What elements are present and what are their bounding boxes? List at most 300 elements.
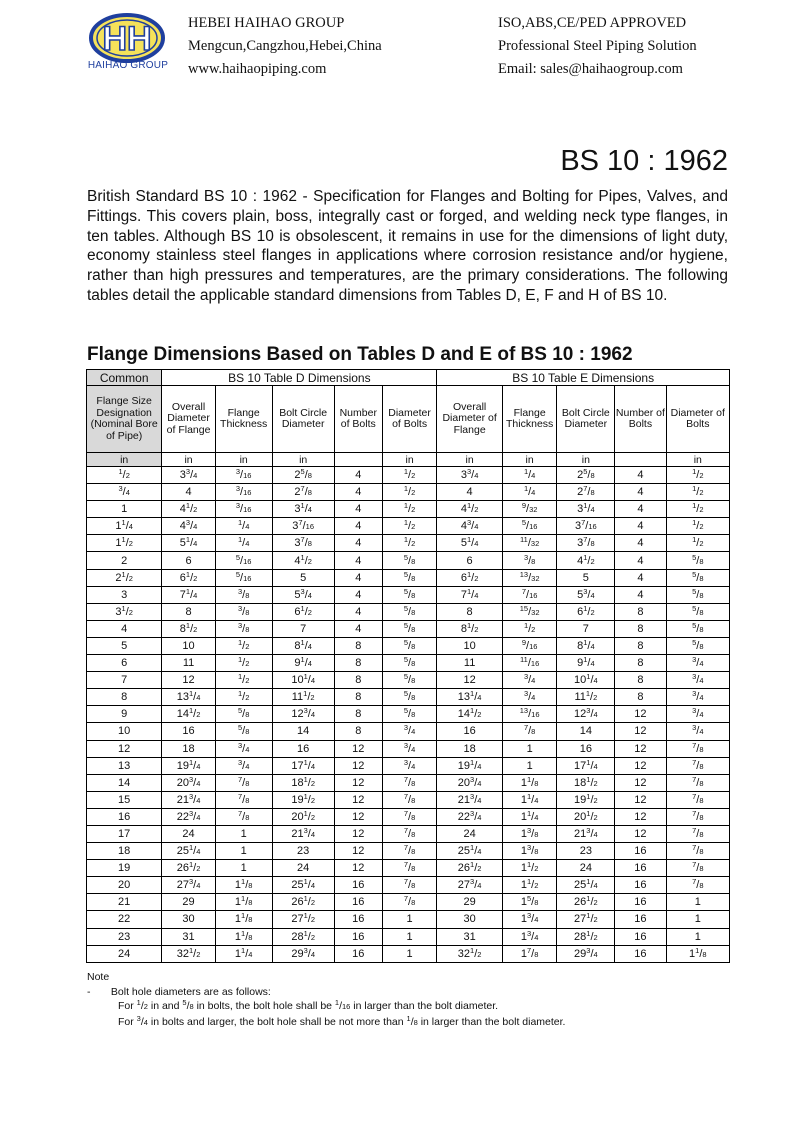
cell-size: 22 bbox=[87, 911, 162, 928]
cell-e-number: 16 bbox=[615, 894, 666, 911]
cell-e-number: 8 bbox=[615, 655, 666, 672]
table-row bbox=[87, 637, 730, 654]
cell-d-overall: $26^1/2$ bbox=[162, 860, 215, 877]
cell-e-bolt-diam: $^3$/4 bbox=[666, 655, 729, 672]
logo-letters: HH bbox=[102, 20, 152, 58]
cell-e-number: 4 bbox=[615, 569, 666, 586]
cell-e-overall: $13^1/4$ bbox=[437, 689, 502, 706]
note-bullet: - bbox=[87, 985, 91, 998]
cell-d-number: 4 bbox=[334, 620, 382, 637]
cell-e-overall: $7^1/4$ bbox=[437, 586, 502, 603]
note-line-1-text: Bolt hole diameters are as follows: bbox=[110, 985, 271, 998]
cell-size: $^3$/4 bbox=[87, 484, 162, 501]
table-row bbox=[87, 825, 730, 842]
table-row bbox=[87, 894, 730, 911]
cell-size: 9 bbox=[87, 706, 162, 723]
cell-e-bolt-circle: $10^1/4$ bbox=[557, 672, 615, 689]
cell-d-bolt-circle: 23 bbox=[272, 843, 334, 860]
cell-e-thickness: $1^3/4$ bbox=[502, 911, 557, 928]
cell-e-bolt-circle: $19^1/2$ bbox=[557, 791, 615, 808]
cell-size: 24 bbox=[87, 945, 162, 962]
cell-e-thickness: $1^1/8$ bbox=[502, 774, 557, 791]
cell-e-bolt-diam: $^5$/8 bbox=[666, 586, 729, 603]
table-title: Flange Dimensions Based on Tables D and E of BS 10 : 1962 bbox=[87, 344, 633, 365]
note-line-3: For $^3$/4 in bolts and larger, the bolt hole shall be not more than $^1$/8 in larger than the bolt diameter. bbox=[118, 1013, 566, 1028]
cell-e-thickness: $^{13}$/16 bbox=[502, 706, 557, 723]
cell-d-bolt-diam: $^3$/4 bbox=[382, 757, 437, 774]
table-row bbox=[87, 484, 730, 501]
cell-e-bolt-diam: $^7$/8 bbox=[666, 740, 729, 757]
table-row bbox=[87, 706, 730, 723]
cell-d-overall: $4^1/2$ bbox=[162, 501, 215, 518]
cell-d-bolt-circle: $29^3/4$ bbox=[272, 945, 334, 962]
cell-d-thickness: $^3$/8 bbox=[215, 603, 272, 620]
cell-e-bolt-circle: 14 bbox=[557, 723, 615, 740]
cell-d-number: 16 bbox=[334, 928, 382, 945]
cell-d-overall: 29 bbox=[162, 894, 215, 911]
table-e-header: BS 10 Table E Dimensions bbox=[437, 370, 730, 386]
cell-d-overall: $7^1/4$ bbox=[162, 586, 215, 603]
cell-e-bolt-circle: $28^1/2$ bbox=[557, 928, 615, 945]
cell-d-overall: 18 bbox=[162, 740, 215, 757]
cell-e-number: 8 bbox=[615, 620, 666, 637]
cell-e-overall: $19^1/4$ bbox=[437, 757, 502, 774]
cell-d-bolt-diam: $^5$/8 bbox=[382, 603, 437, 620]
cell-e-thickness: $1^1/4$ bbox=[502, 791, 557, 808]
cell-e-bolt-diam: $^1$/2 bbox=[666, 501, 729, 518]
cell-d-thickness: $^3$/4 bbox=[215, 757, 272, 774]
cell-e-number: 8 bbox=[615, 637, 666, 654]
cell-e-overall: $32^1/2$ bbox=[437, 945, 502, 962]
cell-size: 2 bbox=[87, 552, 162, 569]
cell-e-overall: $5^1/4$ bbox=[437, 535, 502, 552]
cell-d-bolt-diam: $^5$/8 bbox=[382, 706, 437, 723]
cell-e-overall: 10 bbox=[437, 637, 502, 654]
cell-e-number: 12 bbox=[615, 808, 666, 825]
cell-d-overall: 24 bbox=[162, 825, 215, 842]
col-d-overall: Overall Diameter of Flange bbox=[162, 386, 215, 453]
cell-e-bolt-circle: 24 bbox=[557, 860, 615, 877]
cell-d-thickness: $^5$/16 bbox=[215, 552, 272, 569]
table-row bbox=[87, 586, 730, 603]
cell-size: $3^1/2$ bbox=[87, 603, 162, 620]
cell-d-number: 12 bbox=[334, 860, 382, 877]
cell-e-number: 4 bbox=[615, 518, 666, 535]
cell-d-number: 4 bbox=[334, 501, 382, 518]
cell-d-overall: $4^3/4$ bbox=[162, 518, 215, 535]
cell-size: 21 bbox=[87, 894, 162, 911]
cell-e-overall: $6^1/2$ bbox=[437, 569, 502, 586]
cell-e-number: 8 bbox=[615, 689, 666, 706]
cell-d-bolt-diam: $^7$/8 bbox=[382, 808, 437, 825]
cell-d-thickness: $1^1/8$ bbox=[215, 894, 272, 911]
col-e-number: Number of Bolts bbox=[615, 386, 666, 453]
cell-e-overall: $25^1/4$ bbox=[437, 843, 502, 860]
cell-d-bolt-diam: $^5$/8 bbox=[382, 569, 437, 586]
cell-d-bolt-circle: $27^1/2$ bbox=[272, 911, 334, 928]
cell-e-overall: 8 bbox=[437, 603, 502, 620]
company-block bbox=[188, 12, 382, 81]
cell-e-bolt-circle: $5^3/4$ bbox=[557, 586, 615, 603]
unit-d-bolt-circle: in bbox=[272, 453, 334, 467]
note-heading: Note bbox=[87, 971, 110, 983]
cell-d-overall: 4 bbox=[162, 484, 215, 501]
cell-d-bolt-diam: $^1$/2 bbox=[382, 518, 437, 535]
company-address: Mengcun,Cangzhou,Hebei,China bbox=[188, 38, 382, 54]
table-d-header: BS 10 Table D Dimensions bbox=[162, 370, 437, 386]
cell-e-bolt-circle: $6^1/2$ bbox=[557, 603, 615, 620]
cell-d-number: 16 bbox=[334, 945, 382, 962]
cell-e-number: 12 bbox=[615, 706, 666, 723]
cell-e-bolt-circle: 23 bbox=[557, 843, 615, 860]
cell-d-number: 8 bbox=[334, 637, 382, 654]
cell-d-bolt-circle: $9^1/4$ bbox=[272, 655, 334, 672]
cell-e-bolt-circle: $9^1/4$ bbox=[557, 655, 615, 672]
cell-size: 16 bbox=[87, 808, 162, 825]
cell-d-overall: $6^1/2$ bbox=[162, 569, 215, 586]
cell-e-thickness: $1^1/2$ bbox=[502, 877, 557, 894]
cell-d-overall: 31 bbox=[162, 928, 215, 945]
cell-d-bolt-circle: $11^1/2$ bbox=[272, 689, 334, 706]
cell-e-number: 12 bbox=[615, 723, 666, 740]
col-e-overall: Overall Diameter of Flange bbox=[437, 386, 502, 453]
email[interactable]: Email: sales@haihaogroup.com bbox=[498, 61, 683, 77]
cell-d-thickness: $^3$/4 bbox=[215, 740, 272, 757]
cell-e-bolt-diam: $^7$/8 bbox=[666, 791, 729, 808]
cell-d-thickness: $^7$/8 bbox=[215, 791, 272, 808]
slogan: Professional Steel Piping Solution bbox=[498, 38, 697, 54]
cell-d-bolt-diam: $^7$/8 bbox=[382, 877, 437, 894]
cell-e-bolt-diam: $^7$/8 bbox=[666, 843, 729, 860]
cell-e-bolt-diam: $^3$/4 bbox=[666, 689, 729, 706]
cell-d-bolt-diam: $^5$/8 bbox=[382, 552, 437, 569]
cell-d-thickness: $^7$/8 bbox=[215, 774, 272, 791]
cell-d-number: 16 bbox=[334, 894, 382, 911]
cell-d-thickness: $^1$/2 bbox=[215, 672, 272, 689]
cell-e-thickness: $1^5/8$ bbox=[502, 894, 557, 911]
table-row bbox=[87, 877, 730, 894]
cell-d-thickness: 1 bbox=[215, 843, 272, 860]
cell-e-bolt-circle: $29^3/4$ bbox=[557, 945, 615, 962]
cell-e-bolt-circle: $4^1/2$ bbox=[557, 552, 615, 569]
cell-d-number: 12 bbox=[334, 825, 382, 842]
cell-e-overall: 16 bbox=[437, 723, 502, 740]
cell-d-thickness: 1 bbox=[215, 825, 272, 842]
cell-d-number: 12 bbox=[334, 774, 382, 791]
cell-d-thickness: $1^1/8$ bbox=[215, 877, 272, 894]
table-row bbox=[87, 467, 730, 484]
cell-e-thickness: $^7$/16 bbox=[502, 586, 557, 603]
cell-d-bolt-circle: 14 bbox=[272, 723, 334, 740]
cell-e-bolt-circle: $26^1/2$ bbox=[557, 894, 615, 911]
unit-e-bolt-circle: in bbox=[557, 453, 615, 467]
cell-d-bolt-circle: 7 bbox=[272, 620, 334, 637]
col-e-bolt-diam: Diameter of Bolts bbox=[666, 386, 729, 453]
cell-e-number: 16 bbox=[615, 928, 666, 945]
cell-d-overall: $27^3/4$ bbox=[162, 877, 215, 894]
page-header bbox=[0, 0, 795, 90]
cell-size: 19 bbox=[87, 860, 162, 877]
cell-e-thickness: $^5$/16 bbox=[502, 518, 557, 535]
table-row bbox=[87, 774, 730, 791]
cell-size: 20 bbox=[87, 877, 162, 894]
cell-d-thickness: $^5$/8 bbox=[215, 723, 272, 740]
cell-d-bolt-diam: $^1$/2 bbox=[382, 484, 437, 501]
cell-d-number: 4 bbox=[334, 484, 382, 501]
cell-e-bolt-circle: $2^5/8$ bbox=[557, 467, 615, 484]
cell-d-bolt-circle: $17^1/4$ bbox=[272, 757, 334, 774]
cell-e-overall: $4^1/2$ bbox=[437, 501, 502, 518]
cell-e-bolt-diam: $^1$/2 bbox=[666, 535, 729, 552]
cell-e-number: 8 bbox=[615, 672, 666, 689]
cell-d-number: 12 bbox=[334, 740, 382, 757]
cell-d-number: 8 bbox=[334, 723, 382, 740]
cell-d-bolt-circle: 16 bbox=[272, 740, 334, 757]
cell-d-bolt-circle: $5^3/4$ bbox=[272, 586, 334, 603]
cell-e-overall: $27^3/4$ bbox=[437, 877, 502, 894]
unit-size: in bbox=[87, 453, 162, 467]
cell-size: 3 bbox=[87, 586, 162, 603]
cell-e-bolt-diam: $^5$/8 bbox=[666, 620, 729, 637]
cell-e-bolt-diam: $^7$/8 bbox=[666, 860, 729, 877]
cell-d-overall: $5^1/4$ bbox=[162, 535, 215, 552]
cell-e-bolt-diam: $^1$/2 bbox=[666, 484, 729, 501]
cell-e-number: 12 bbox=[615, 757, 666, 774]
cell-e-overall: $4^3/4$ bbox=[437, 518, 502, 535]
cell-e-bolt-circle: $3^7/8$ bbox=[557, 535, 615, 552]
cell-d-bolt-diam: $^1$/2 bbox=[382, 501, 437, 518]
cell-e-thickness: $1^1/4$ bbox=[502, 808, 557, 825]
cell-e-number: 4 bbox=[615, 552, 666, 569]
cell-e-number: 16 bbox=[615, 911, 666, 928]
cell-size: 14 bbox=[87, 774, 162, 791]
cell-size: 23 bbox=[87, 928, 162, 945]
cell-d-thickness: $^3$/16 bbox=[215, 484, 272, 501]
cell-e-bolt-diam: $^5$/8 bbox=[666, 552, 729, 569]
cell-d-number: 12 bbox=[334, 808, 382, 825]
unit-d-bolt-diam: in bbox=[382, 453, 437, 467]
company-name: HEBEI HAIHAO GROUP bbox=[188, 15, 345, 31]
cell-size: 10 bbox=[87, 723, 162, 740]
cell-e-overall: 31 bbox=[437, 928, 502, 945]
cell-d-bolt-circle: $26^1/2$ bbox=[272, 894, 334, 911]
cell-d-thickness: $^3$/8 bbox=[215, 620, 272, 637]
cell-e-overall: 18 bbox=[437, 740, 502, 757]
cell-e-thickness: $1^3/4$ bbox=[502, 928, 557, 945]
cell-d-bolt-circle: 5 bbox=[272, 569, 334, 586]
cell-d-thickness: $^3$/8 bbox=[215, 586, 272, 603]
cell-d-bolt-circle: $28^1/2$ bbox=[272, 928, 334, 945]
unit-e-bolt-diam: in bbox=[666, 453, 729, 467]
document-title: BS 10 : 1962 bbox=[560, 145, 728, 178]
table-row bbox=[87, 843, 730, 860]
cell-e-bolt-diam: 1 bbox=[666, 928, 729, 945]
cell-e-number: 4 bbox=[615, 484, 666, 501]
table-row bbox=[87, 928, 730, 945]
cell-e-bolt-circle: $3^1/4$ bbox=[557, 501, 615, 518]
cell-d-bolt-circle: $3^7/16$ bbox=[272, 518, 334, 535]
cell-d-overall: $8^1/2$ bbox=[162, 620, 215, 637]
cell-d-bolt-diam: $^5$/8 bbox=[382, 586, 437, 603]
cell-d-bolt-circle: $18^1/2$ bbox=[272, 774, 334, 791]
cell-d-overall: 6 bbox=[162, 552, 215, 569]
cell-e-thickness: $1^7/8$ bbox=[502, 945, 557, 962]
col-e-thickness: Flange Thickness bbox=[502, 386, 557, 453]
cell-size: 15 bbox=[87, 791, 162, 808]
cell-d-number: 4 bbox=[334, 586, 382, 603]
cell-d-thickness: $1^1/8$ bbox=[215, 928, 272, 945]
cell-e-bolt-circle: $12^3/4$ bbox=[557, 706, 615, 723]
cell-e-bolt-circle: $20^1/2$ bbox=[557, 808, 615, 825]
cell-d-bolt-circle: $21^3/4$ bbox=[272, 825, 334, 842]
table-row bbox=[87, 620, 730, 637]
unit-e-overall: in bbox=[437, 453, 502, 467]
cell-e-number: 16 bbox=[615, 860, 666, 877]
note bbox=[87, 970, 565, 1030]
cell-d-number: 16 bbox=[334, 877, 382, 894]
table-row bbox=[87, 808, 730, 825]
cell-e-number: 4 bbox=[615, 535, 666, 552]
table-row bbox=[87, 552, 730, 569]
cell-d-bolt-circle: $8^1/4$ bbox=[272, 637, 334, 654]
cell-size: 18 bbox=[87, 843, 162, 860]
cell-e-overall: 6 bbox=[437, 552, 502, 569]
cell-e-bolt-circle: $18^1/2$ bbox=[557, 774, 615, 791]
cell-d-bolt-circle: $12^3/4$ bbox=[272, 706, 334, 723]
cell-e-number: 4 bbox=[615, 501, 666, 518]
cell-e-bolt-circle: $17^1/4$ bbox=[557, 757, 615, 774]
table-row bbox=[87, 757, 730, 774]
cell-d-bolt-diam: 1 bbox=[382, 928, 437, 945]
cell-e-thickness: $^7$/8 bbox=[502, 723, 557, 740]
cell-e-overall: $22^3/4$ bbox=[437, 808, 502, 825]
cell-e-bolt-circle: $8^1/4$ bbox=[557, 637, 615, 654]
cell-e-bolt-diam: $^7$/8 bbox=[666, 774, 729, 791]
cell-d-bolt-circle: $6^1/2$ bbox=[272, 603, 334, 620]
cell-d-bolt-circle: $2^5/8$ bbox=[272, 467, 334, 484]
cell-d-bolt-diam: $^3$/4 bbox=[382, 723, 437, 740]
cell-d-thickness: $^1$/2 bbox=[215, 637, 272, 654]
approvals-block bbox=[498, 12, 697, 81]
cell-d-number: 12 bbox=[334, 843, 382, 860]
table-row bbox=[87, 791, 730, 808]
cell-e-overall: 30 bbox=[437, 911, 502, 928]
cell-d-overall: $3^3/4$ bbox=[162, 467, 215, 484]
cell-e-thickness: $^{11}$/16 bbox=[502, 655, 557, 672]
cell-d-bolt-diam: $^3$/4 bbox=[382, 740, 437, 757]
cell-d-number: 4 bbox=[334, 467, 382, 484]
cell-d-bolt-circle: $3^7/8$ bbox=[272, 535, 334, 552]
unit-d-number bbox=[334, 453, 382, 467]
cell-d-number: 12 bbox=[334, 791, 382, 808]
table-row bbox=[87, 535, 730, 552]
table-body bbox=[87, 467, 730, 963]
cell-e-thickness: $^{15}$/32 bbox=[502, 603, 557, 620]
cell-d-number: 8 bbox=[334, 672, 382, 689]
cell-d-overall: $20^3/4$ bbox=[162, 774, 215, 791]
cell-e-bolt-circle: 7 bbox=[557, 620, 615, 637]
cell-d-number: 4 bbox=[334, 535, 382, 552]
cell-d-bolt-circle: $25^1/4$ bbox=[272, 877, 334, 894]
cell-e-thickness: $^3$/4 bbox=[502, 689, 557, 706]
cell-d-bolt-circle: $2^7/8$ bbox=[272, 484, 334, 501]
unit-e-number bbox=[615, 453, 666, 467]
cell-d-thickness: $^5$/16 bbox=[215, 569, 272, 586]
cell-d-overall: 12 bbox=[162, 672, 215, 689]
cell-d-number: 12 bbox=[334, 757, 382, 774]
cell-d-bolt-diam: 1 bbox=[382, 911, 437, 928]
cell-e-overall: 29 bbox=[437, 894, 502, 911]
cell-d-bolt-circle: $19^1/2$ bbox=[272, 791, 334, 808]
cell-e-bolt-diam: $^3$/4 bbox=[666, 672, 729, 689]
cell-e-overall: 24 bbox=[437, 825, 502, 842]
cell-e-bolt-diam: $^1$/2 bbox=[666, 518, 729, 535]
cell-d-bolt-diam: $^7$/8 bbox=[382, 825, 437, 842]
cell-d-bolt-diam: $^7$/8 bbox=[382, 894, 437, 911]
cell-d-overall: 10 bbox=[162, 637, 215, 654]
col-e-bolt-circle: Bolt Circle Diameter bbox=[557, 386, 615, 453]
intro-paragraph: British Standard BS 10 : 1962 - Specification for Flanges and Bolting for Pipes, Valves, and Fittings. This covers plain, boss, integrally cast or forged, and welding neck type flanges, in ten tables. Although BS 10 is obsolescent, it remains in use for the dimensions of light duty, economy stainless steel flanges in applications where corrosion resistance and/or hygiene, rather than high pressures and temperatures, are the primary considerations. The following tables detail the applicable standard dimensions from Tables D, E, F and H of BS 10. bbox=[87, 188, 728, 304]
cell-e-bolt-diam: $1^1/8$ bbox=[666, 945, 729, 962]
cell-d-thickness: $^7$/8 bbox=[215, 808, 272, 825]
cell-d-thickness: 1 bbox=[215, 860, 272, 877]
cell-e-thickness: $^9$/32 bbox=[502, 501, 557, 518]
cell-d-overall: 16 bbox=[162, 723, 215, 740]
table-row bbox=[87, 569, 730, 586]
cell-e-thickness: $^3$/8 bbox=[502, 552, 557, 569]
note-line-1 bbox=[87, 985, 565, 1000]
cell-d-overall: $19^1/4$ bbox=[162, 757, 215, 774]
table-row bbox=[87, 655, 730, 672]
cell-d-bolt-diam: $^5$/8 bbox=[382, 655, 437, 672]
cell-d-thickness: $^3$/16 bbox=[215, 467, 272, 484]
cell-size: $1^1/4$ bbox=[87, 518, 162, 535]
cell-d-thickness: $1^1/8$ bbox=[215, 911, 272, 928]
cell-size: 6 bbox=[87, 655, 162, 672]
col-d-bolt-circle: Bolt Circle Diameter bbox=[272, 386, 334, 453]
cell-size: 5 bbox=[87, 637, 162, 654]
cell-size: $^1$/2 bbox=[87, 467, 162, 484]
cell-d-number: 4 bbox=[334, 518, 382, 535]
cell-e-bolt-circle: $11^1/2$ bbox=[557, 689, 615, 706]
table-row bbox=[87, 860, 730, 877]
cell-e-thickness: $1^3/8$ bbox=[502, 825, 557, 842]
col-size: Flange Size Designation (Nominal Bore of Pipe) bbox=[87, 386, 162, 453]
cell-d-thickness: $^5$/8 bbox=[215, 706, 272, 723]
cell-size: 4 bbox=[87, 620, 162, 637]
cell-d-overall: 11 bbox=[162, 655, 215, 672]
cell-size: 13 bbox=[87, 757, 162, 774]
cell-e-number: 4 bbox=[615, 467, 666, 484]
cell-e-number: 12 bbox=[615, 774, 666, 791]
cell-e-number: 12 bbox=[615, 791, 666, 808]
cell-d-bolt-diam: $^5$/8 bbox=[382, 637, 437, 654]
table-row bbox=[87, 672, 730, 689]
table-row bbox=[87, 603, 730, 620]
cell-e-number: 8 bbox=[615, 603, 666, 620]
cell-e-number: 16 bbox=[615, 843, 666, 860]
cell-d-bolt-circle: $10^1/4$ bbox=[272, 672, 334, 689]
cell-e-bolt-circle: $21^3/4$ bbox=[557, 825, 615, 842]
cell-size: 17 bbox=[87, 825, 162, 842]
unit-e-thickness: in bbox=[502, 453, 557, 467]
cell-d-bolt-diam: $^7$/8 bbox=[382, 843, 437, 860]
unit-d-thickness: in bbox=[215, 453, 272, 467]
company-website[interactable]: www.haihaopiping.com bbox=[188, 61, 327, 77]
approvals: ISO,ABS,CE/PED APPROVED bbox=[498, 15, 687, 31]
cell-d-bolt-circle: $3^1/4$ bbox=[272, 501, 334, 518]
cell-e-bolt-diam: 1 bbox=[666, 911, 729, 928]
